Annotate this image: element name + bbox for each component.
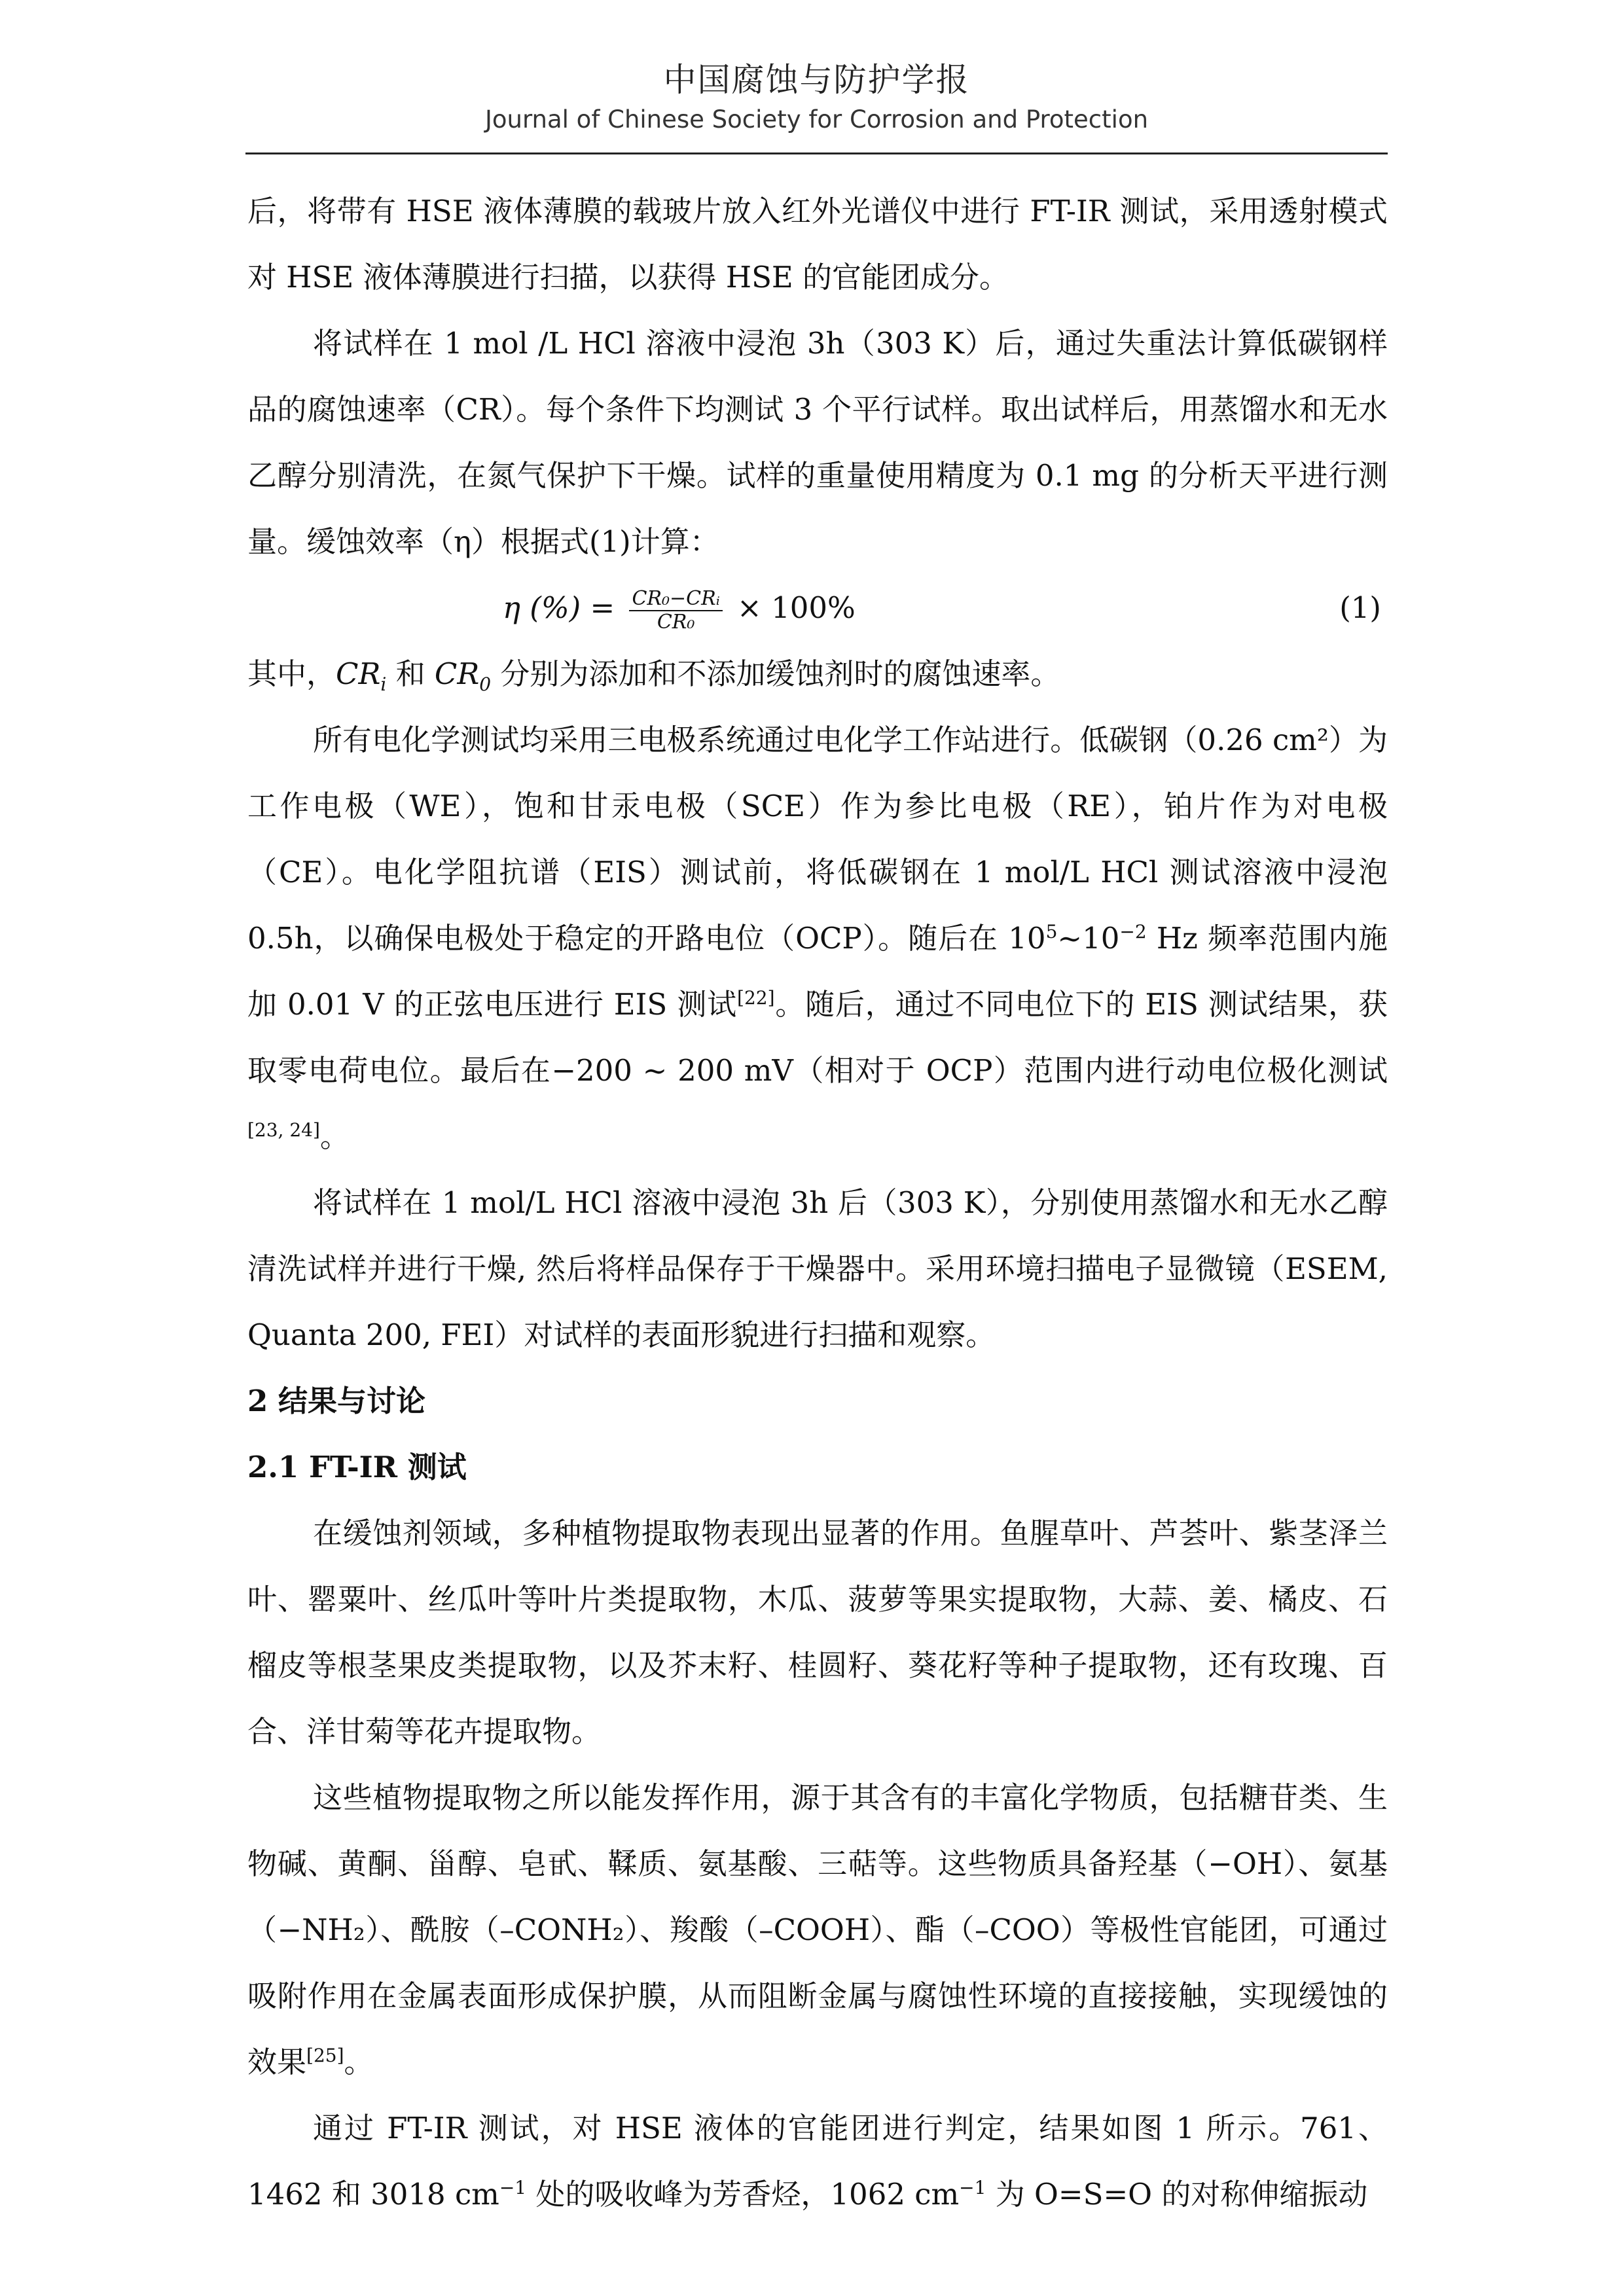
equation-formula: [503, 575, 856, 641]
text-segment: 。: [319, 1119, 350, 1154]
text-segment: 和: [386, 656, 435, 691]
symbol-cr: CR: [336, 656, 381, 691]
paragraph-ftir-method: 后，将带有 HSE 液体薄膜的载玻片放入红外光谱仪中进行 FT-IR 测试，采用透射模式对 HSE 液体薄膜进行扫描，以获得 HSE 的官能团成分。: [247, 194, 1388, 295]
equation-label: (1): [1339, 590, 1381, 625]
text-segment: 其中，: [247, 656, 336, 691]
text-segment: 所有电化学测试均采用三电极系统通过电化学工作站进行。低碳钢（0.26 cm²）为工作电极（WE），饱和甘汞电极（SCE）作为参比电极（RE），铂片作为对电极（CE）。电化学阻抗谱（EIS）测试前，将低碳钢在 1 mol/L HCl 测试溶液中浸泡 0.5h，以确保电极处于稳定的开路电位（OCP）。随后在 10: [247, 723, 1388, 956]
equation-1: [247, 575, 1388, 641]
superscript: −1: [499, 2177, 527, 2198]
equation-numerator: CR₀−CRᵢ: [629, 588, 722, 611]
symbol-cr: CR: [434, 656, 480, 691]
text-segment: 。: [344, 2045, 374, 2079]
section-heading-2: 2 结果与讨论: [247, 1384, 425, 1418]
symbol-cr0: [434, 656, 492, 695]
equation-fraction: [629, 588, 722, 634]
text-segment: 这些植物提取物之所以能发挥作用，源于其含有的丰富化学物质，包括糖苷类、生物碱、黄酮、甾醇、皂甙、鞣质、氨基酸、三萜等。这些物质具备羟基（−OH）、氨基（−NH₂）、酰胺（–CONH₂）、羧酸（–COOH）、酯（–COO）等极性官能团，可通过吸附作用在金属表面形成保护膜，从而阻断金属与腐蚀性环境的直接接触，实现缓蚀的效果: [247, 1780, 1388, 2079]
paragraph-chemical-substances: [247, 1765, 1388, 2095]
superscript: −2: [1119, 921, 1147, 942]
equation-denominator: CR₀: [657, 610, 695, 634]
text-segment: 为 O=S=O 的对称伸缩振动: [986, 2177, 1368, 2212]
superscript: −1: [959, 2177, 986, 2198]
paragraph-electrochemical: [247, 707, 1388, 1170]
text-segment: ~10: [1057, 921, 1120, 956]
equation-lhs: η (%) =: [503, 590, 624, 625]
text-segment: 通过 FT-IR 测试，对 HSE 液体的官能团进行判定，结果如图 1 所示。761、1462 和 3018 cm: [247, 2111, 1388, 2212]
text-segment: 处的吸收峰为芳香烃，1062 cm: [526, 2177, 960, 2212]
header-rule: [245, 152, 1388, 154]
citation-ref: [25]: [306, 2045, 344, 2066]
journal-header: [245, 60, 1388, 135]
journal-title-cn: 中国腐蚀与防护学报: [663, 61, 970, 99]
equation-rhs: × 100%: [727, 590, 856, 625]
citation-ref: [23, 24]: [247, 1119, 320, 1141]
subscript-0: 0: [479, 673, 492, 695]
text-segment: 分别为添加和不添加缓蚀剂时的腐蚀速率。: [491, 656, 1060, 691]
symbol-cri: [336, 656, 387, 695]
superscript: 5: [1045, 921, 1058, 942]
article-body: [247, 178, 1388, 2227]
journal-title-en: Journal of Chinese Society for Corrosion and Protection: [484, 105, 1149, 134]
subscript-i: i: [380, 673, 387, 695]
paragraph-equation-explanation: [247, 641, 1388, 707]
section-heading-2-1: 2.1 FT-IR 测试: [247, 1450, 467, 1484]
citation-ref: [22]: [737, 987, 775, 1009]
paragraph-ftir-results: [247, 2095, 1388, 2227]
text-segment: 。随后，通过不同电位下的 EIS 测试结果，获取零电荷电位。最后在−200 ~ 200 mV（相对于 OCP）范围内进行动电位极化测试: [247, 987, 1388, 1088]
paragraph-esem: 将试样在 1 mol/L HCl 溶液中浸泡 3h 后（303 K），分别使用蒸馏水和无水乙醇清洗试样并进行干燥, 然后将样品保存于干燥器中。采用环境扫描电子显微镜（ESEM, Quanta 200, FEI）对试样的表面形貌进行扫描和观察。: [247, 1185, 1388, 1352]
paragraph-plant-extracts: 在缓蚀剂领域，多种植物提取物表现出显著的作用。鱼腥草叶、芦荟叶、紫茎泽兰叶、罂粟叶、丝瓜叶等叶片类提取物，木瓜、菠萝等果实提取物，大蒜、姜、橘皮、石榴皮等根茎果皮类提取物，以及芥末籽、桂圆籽、葵花籽等种子提取物，还有玫瑰、百合、洋甘菊等花卉提取物。: [247, 1516, 1388, 1749]
paragraph-weight-loss: 将试样在 1 mol /L HCl 溶液中浸泡 3h（303 K）后，通过失重法计算低碳钢样品的腐蚀速率（CR）。每个条件下均测试 3 个平行试样。取出试样后，用蒸馏水和无水乙醇分别清洗，在氮气保护下干燥。试样的重量使用精度为 0.1 mg 的分析天平进行测量。缓蚀效率（η）根据式(1)计算：: [247, 326, 1388, 559]
text-segment: Hz 频率范围内施加 0.01 V 的正弦电压进行 EIS 测试: [247, 921, 1388, 1022]
